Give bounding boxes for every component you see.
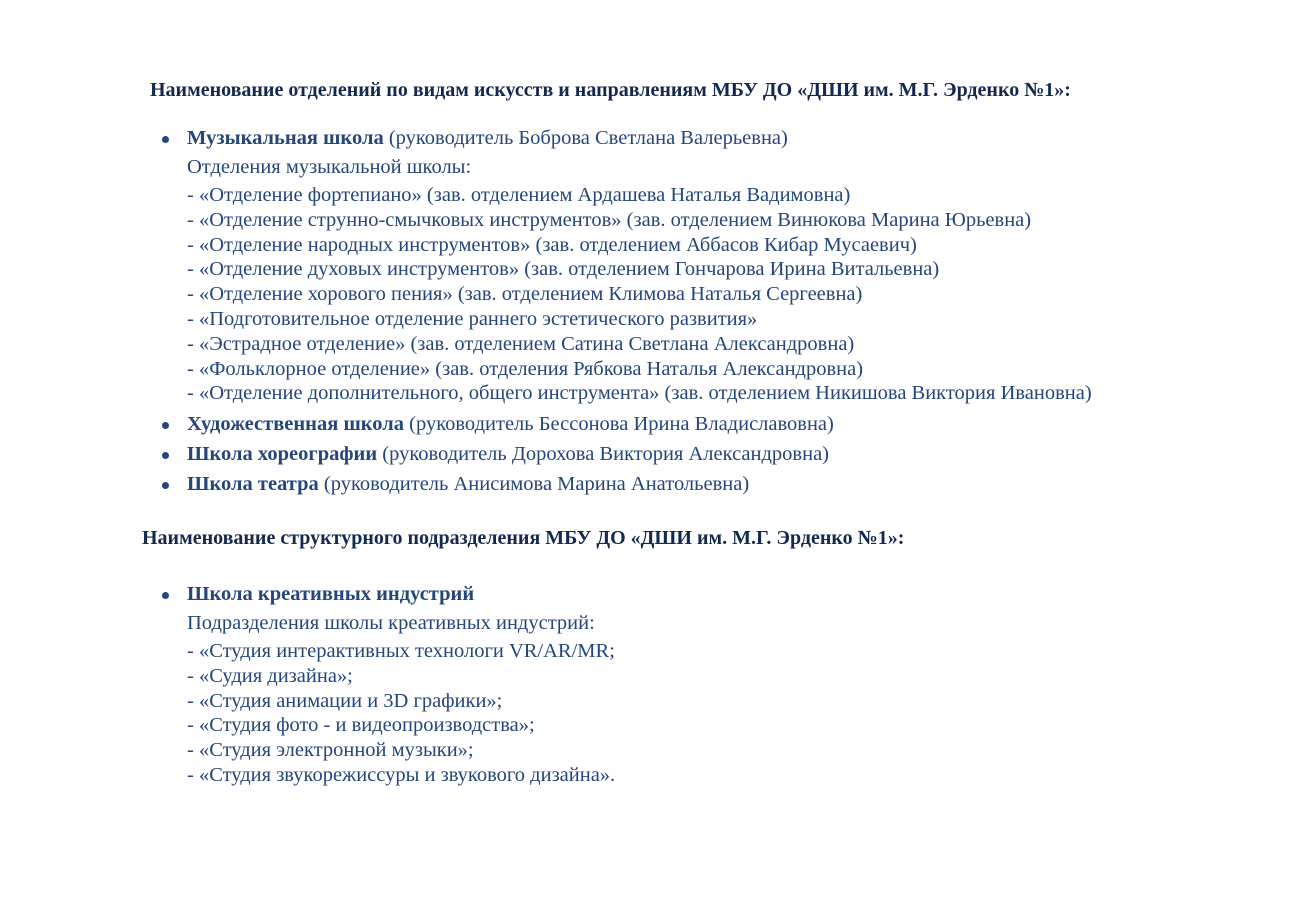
studio-line: - «Студия анимации и 3D графики»; — [187, 689, 503, 712]
studios-list — [187, 639, 615, 788]
department-line: - «Отделение струнно-смычковых инструментов» (зав. отделением Винюкова Марина Юрьевна) — [187, 208, 1032, 231]
structural-unit-list — [187, 582, 615, 788]
choreography-school-name: Школа хореографии — [187, 442, 378, 465]
department-line: - «Эстрадное отделение» (зав. отделением Сатина Светлана Александровна) — [187, 332, 855, 355]
studio-line: - «Судия дизайна»; — [187, 664, 353, 687]
studio-line: - «Студия фото - и видеопроизводства»; — [187, 714, 535, 737]
section-heading-departments: Наименование отделений по видам искусств и направлениям МБУ ДО «ДШИ им. М.Г. Эрденко №1»: — [150, 79, 1071, 101]
music-school-name: Музыкальная школа — [187, 127, 384, 149]
music-school-head: (руководитель Боброва Светлана Валерьевна) — [383, 127, 788, 149]
list-item-theatre-school — [187, 472, 1092, 497]
music-school-intro: Отделения музыкальной школы: — [187, 155, 472, 178]
studio-line: - «Студия электронной музыки»; — [187, 739, 474, 762]
list-item-art-school — [187, 412, 1092, 437]
department-line: - «Отделение фортепиано» (зав. отделением Ардашева Наталья Вадимовна) — [187, 184, 851, 206]
creative-school-intro: Подразделения школы креативных индустрий: — [187, 611, 595, 634]
list-item-music-school — [187, 126, 1092, 406]
studio-line: - «Студия интерактивных технологи VR/AR/MR; — [187, 640, 615, 662]
department-line: - «Отделение дополнительного, общего инструмента» (зав. отделением Никишова Виктория Ивановна) — [187, 382, 1092, 405]
theatre-school-name: Школа театра — [187, 472, 319, 495]
department-line: - «Отделение хорового пения» (зав. отделением Климова Наталья Сергеевна) — [187, 283, 863, 306]
studio-line: - «Студия звукорежиссуры и звукового дизайна». — [187, 763, 616, 786]
choreography-school-head: (руководитель Дорохова Виктория Александровна) — [377, 442, 829, 465]
department-line: - «Отделение народных инструментов» (зав. отделением Аббасов Кибар Мусаевич) — [187, 233, 917, 256]
department-line: - «Отделение духовых инструментов» (зав. отделением Гончарова Ирина Витальевна) — [187, 258, 940, 281]
list-item-creative-school — [187, 582, 615, 788]
theatre-school-head: (руководитель Анисимова Марина Анатольевна) — [318, 472, 750, 495]
music-departments-list — [187, 183, 1092, 406]
department-line: - «Подготовительное отделение раннего эстетического развития» — [187, 307, 758, 330]
section-heading-structural-unit: Наименование структурного подразделения МБУ ДО «ДШИ им. М.Г. Эрденко №1»: — [142, 527, 905, 549]
departments-list — [187, 126, 1092, 496]
department-line: - «Фольклорное отделение» (зав. отделения Рябкова Наталья Александровна) — [187, 357, 864, 380]
art-school-head: (руководитель Бессонова Ирина Владиславовна) — [404, 412, 834, 435]
list-item-choreography-school — [187, 442, 1092, 467]
art-school-name: Художественная школа — [187, 412, 405, 435]
creative-school-name: Школа креативных индустрий — [187, 583, 475, 605]
